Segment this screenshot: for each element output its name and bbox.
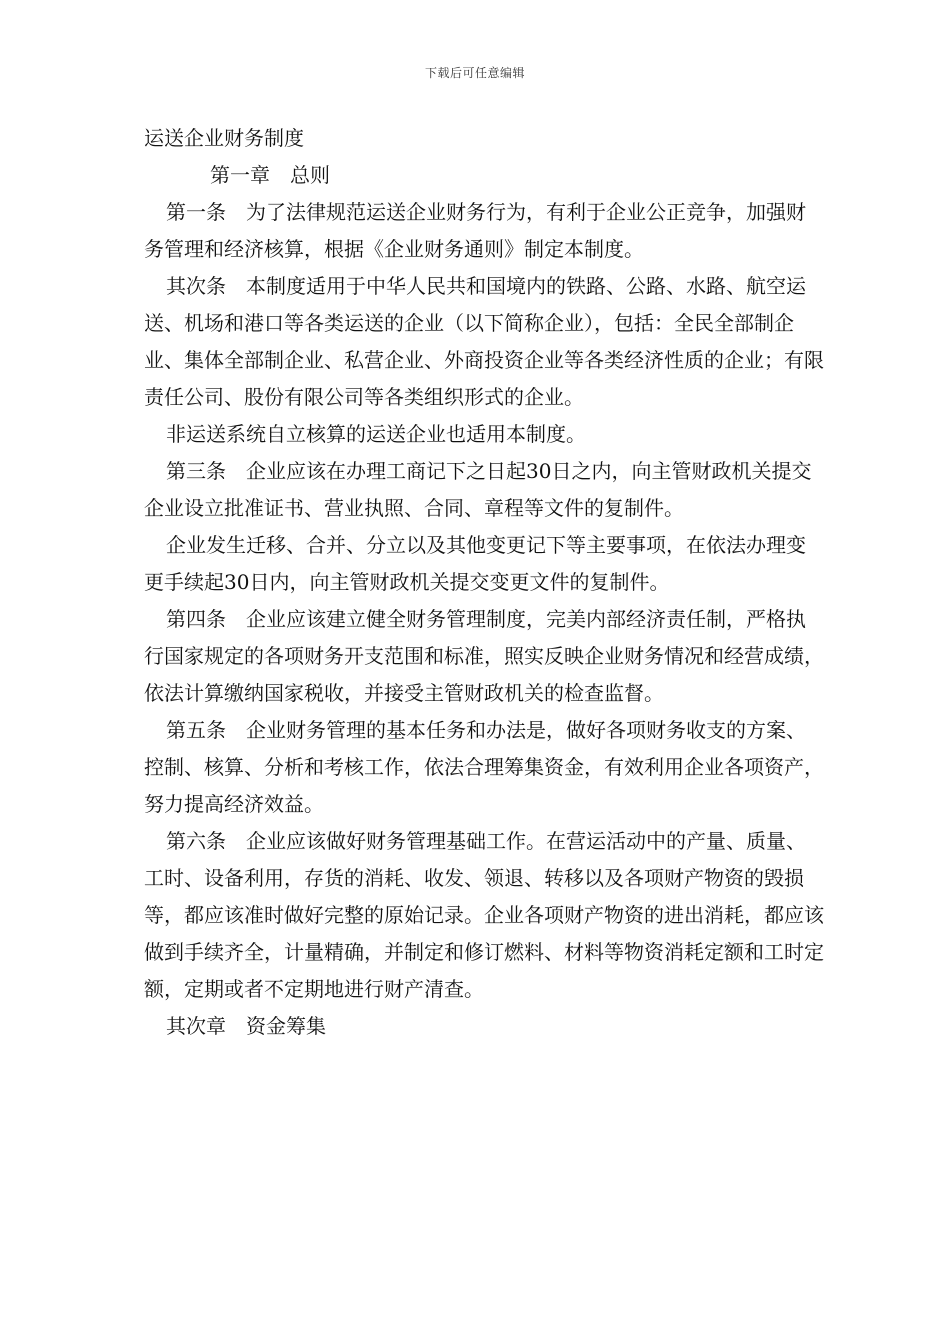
document-body: [144, 120, 824, 1045]
chapter-name: 资金筹集: [246, 1014, 326, 1038]
article-3: [144, 453, 824, 527]
article-1: [144, 194, 824, 268]
article-2-supplement: [144, 416, 824, 453]
article-3-supplement: [144, 527, 824, 601]
article-5: [144, 712, 824, 823]
article-2: [144, 268, 824, 416]
chapter-number: 其次章: [166, 1014, 226, 1038]
chapter-heading-1: [144, 157, 824, 194]
article-text: 本制度适用于中华人民共和国境内的铁路、公路、水路、航空运送、机场和港口等各类运送的企业（以下简称企业），包括：全民全部制企业、集体全部制企业、私营企业、外商投资企业等各类经济性质的企业；有限责任公司、股份有限公司等各类组织形式的企业。: [144, 274, 824, 409]
article-text: 企业应该在办理工商记下之日起30日之内，向主管财政机关提交企业设立批准证书、营业执照、合同、章程等文件的复制件。: [144, 459, 812, 520]
article-label: 其次条: [166, 274, 226, 298]
article-label: 第一条: [166, 200, 226, 224]
page-header: 下载后可任意编辑: [424, 66, 525, 80]
article-text: 非运送系统自立核算的运送企业也适用本制度。: [166, 422, 586, 446]
chapter-heading-2: [144, 1008, 824, 1045]
article-6: [144, 823, 824, 1008]
chapter-number: 第一章: [210, 163, 270, 187]
document-title: 运送企业财务制度: [144, 126, 304, 150]
article-label: 第五条: [166, 718, 226, 742]
article-label: 第六条: [166, 829, 226, 853]
article-4: [144, 601, 824, 712]
article-text: 为了法律规范运送企业财务行为，有利于企业公正竞争，加强财务管理和经济核算，根据《企业财务通则》制定本制度。: [144, 200, 806, 261]
article-label: 第四条: [166, 607, 226, 631]
article-text: 企业发生迁移、合并、分立以及其他变更记下等主要事项，在依法办理变更手续起30日内，向主管财政机关提交变更文件的复制件。: [144, 533, 806, 594]
article-text: 企业应该做好财务管理基础工作。在营运活动中的产量、质量、工时、设备利用，存货的消耗、收发、领退、转移以及各项财产物资的毁损等，都应该准时做好完整的原始记录。企业各项财产物资的进出消耗，都应该做到手续齐全，计量精确，并制定和修订燃料、材料等物资消耗定额和工时定额，定期或者不定期地进行财产清查。: [144, 829, 824, 1001]
chapter-name: 总则: [290, 163, 330, 187]
article-label: 第三条: [166, 459, 226, 483]
article-text: 企业应该建立健全财务管理制度，完美内部经济责任制，严格执行国家规定的各项财务开支范围和标准，照实反映企业财务情况和经营成绩，依法计算缴纳国家税收，并接受主管财政机关的检查监督。: [144, 607, 824, 705]
article-text: 企业财务管理的基本任务和办法是，做好各项财务收支的方案、控制、核算、分析和考核工作，依法合理筹集资金，有效利用企业各项资产，努力提高经济效益。: [144, 718, 824, 816]
